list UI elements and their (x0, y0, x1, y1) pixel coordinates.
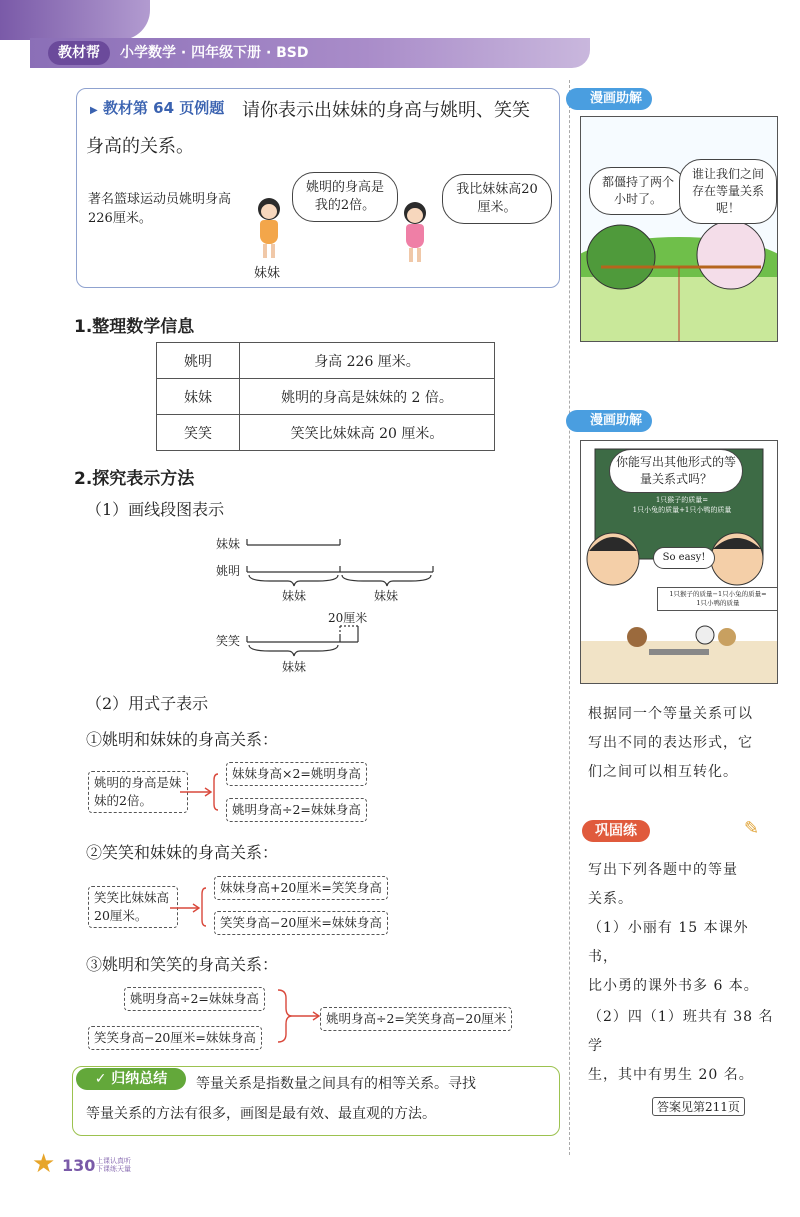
relation2-equation2: 笑笑身高−20厘米=妹妹身高 (214, 911, 388, 935)
xiaoxiao-figure (398, 202, 432, 264)
table-row (157, 343, 495, 379)
header-band (30, 38, 590, 68)
practice-line: 生，其中有男生 20 名。 (588, 1067, 754, 1083)
relation2-equation1: 妹妹身高+20厘米=笑笑身高 (214, 876, 388, 900)
diagram-brace-label-1: 妹妹 (282, 589, 307, 603)
comic1-tag (566, 88, 652, 110)
table-row (157, 415, 495, 451)
summary-line1: 等量关系是指数量之间具有的相等关系。寻找 (196, 1076, 476, 1092)
comic1-bubble-left: 都僵持了两个小时了。 (589, 167, 687, 215)
footer-slogan-line1: 上课认真听 (96, 1157, 131, 1165)
relation1-equation2: 姚明身高÷2=妹妹身高 (226, 798, 367, 822)
comic2-panel (580, 440, 778, 684)
subsection1-title: （1）画线段图表示 (86, 500, 225, 519)
summary-line2: 等量关系的方法有很多，画图是最有效、最直观的方法。 (86, 1106, 436, 1122)
relation1-arrow (180, 762, 228, 822)
book-title: 小学数学 · 四年级下册 · BSD (120, 45, 309, 61)
header-corner-decoration (0, 0, 150, 40)
table-cell-name: 妹妹 (157, 379, 240, 415)
comic2-card-line1: 1只猴子的质量−1只小兔的质量= (669, 590, 767, 598)
comic1-illustration (581, 117, 777, 341)
relation1-equation1: 妹妹身高×2=姚明身高 (226, 762, 367, 786)
table-cell-value: 姚明的身高是妹妹的 2 倍。 (240, 379, 495, 415)
relation3-arrow (276, 988, 324, 1044)
comic2-board-line1: 1只猴子的质量= (655, 496, 709, 504)
practice-line: （1）小丽有 15 本课外书， (588, 920, 749, 965)
comic2-bubble: 你能写出其他形式的等量关系式吗？ (609, 449, 743, 493)
meimei-figure (252, 198, 286, 260)
comic2-tag (566, 410, 652, 432)
practice-line: 写出下列各题中的等量 (588, 862, 738, 878)
table-cell-name: 姚明 (157, 343, 240, 379)
comic2-board-text (617, 495, 747, 515)
practice-line: 比小勇的课外书多 6 本。 (588, 978, 759, 994)
sidebar-explanation-line: 们之间可以相互转化。 (588, 764, 738, 780)
relation2-source-text: 笑笑比妹妹高20厘米。 (94, 890, 170, 923)
practice-text (588, 856, 778, 1001)
diagram-label-20cm: 20厘米 (328, 611, 368, 625)
comic2-card-line2: 1只小鸭的质量 (696, 599, 740, 607)
summary-tag-label: 归纳总结 (111, 1071, 168, 1087)
relation3-equation2: 笑笑身高−20厘米=妹妹身高 (88, 1026, 262, 1050)
summary-tag (76, 1068, 186, 1090)
meimei-caption: 妹妹 (254, 266, 281, 281)
section1-title: 1.整理数学信息 (74, 317, 195, 337)
relation1-title: ①姚明和妹妹的身高关系： (86, 730, 279, 749)
example-question-line2: 身高的关系。 (86, 136, 194, 157)
diagram-brace-label-3: 妹妹 (282, 660, 307, 674)
answer-reference: 答案见第211页 (652, 1097, 745, 1116)
page-number: 130 (62, 1156, 96, 1175)
practice-tag: 巩固练 (582, 820, 650, 842)
practice-line: （2）四（1）班共有 38 名学 (588, 1009, 774, 1054)
footer-slogan (96, 1157, 131, 1173)
triangle-icon: ▶ (90, 105, 98, 116)
comic1-bubble-right: 谁让我们之间存在等量关系呢！ (679, 159, 777, 224)
diagram-label-xiaoxiao: 笑笑 (216, 634, 241, 648)
table-cell-value: 笑笑比妹妹高 20 厘米。 (240, 415, 495, 451)
sidebar-explanation-line: 根据同一个等量关系可以 (588, 706, 753, 722)
comic2-card (657, 587, 778, 611)
relation3-equation1: 姚明身高÷2=妹妹身高 (124, 987, 265, 1011)
pencil-icon: ✎ (744, 818, 760, 839)
brand-badge: 教材帮 (48, 41, 110, 65)
table-cell-value: 身高 226 厘米。 (240, 343, 495, 379)
comic2-board-line2: 1只小兔的质量+1只小鸭的质量 (632, 506, 732, 514)
example-tag-label: 教材第 64 页例题 (102, 99, 225, 117)
diagram-label-meimei: 妹妹 (216, 537, 241, 551)
comic2-easy-bubble: So easy! (653, 547, 715, 569)
speech-bubble-xiaoxiao: 我比妹妹高20厘米。 (442, 174, 552, 224)
relation3-result: 姚明身高÷2=笑笑身高−20厘米 (320, 1007, 512, 1031)
section2-title: 2.探究表示方法 (74, 469, 195, 489)
relation1-source (88, 771, 188, 813)
speech-bubble-meimei: 姚明的身高是我的2倍。 (292, 172, 398, 222)
comic1-panel (580, 116, 778, 342)
footer-slogan-line2: 下课练天量 (96, 1165, 131, 1173)
practice-line: 关系。 (588, 891, 633, 907)
subsection2-title: （2）用式子表示 (86, 694, 209, 713)
relation1-source-text: 姚明的身高是妹妹的2倍。 (94, 775, 182, 808)
info-table (156, 342, 495, 451)
diagram-label-yaoming: 姚明 (216, 564, 241, 578)
example-note: 著名篮球运动员姚明身高226厘米。 (88, 192, 232, 226)
table-cell-name: 笑笑 (157, 415, 240, 451)
check-icon: ✓ (94, 1071, 107, 1087)
star-icon: ★ (32, 1149, 56, 1179)
relation2-title: ②笑笑和妹妹的身高关系： (86, 843, 279, 862)
table-row (157, 379, 495, 415)
sidebar-divider (569, 80, 570, 1155)
diagram-brace-label-2: 妹妹 (374, 589, 399, 603)
sidebar-explanation-line: 写出不同的表达形式，它 (588, 735, 753, 751)
comic-tag-label: 漫画助解 (590, 91, 643, 106)
relation2-source (88, 886, 178, 928)
relation2-arrow (170, 876, 216, 936)
practice-text-2 (588, 1003, 778, 1090)
comic-tag-label: 漫画助解 (590, 413, 643, 428)
relation3-title: ③姚明和笑笑的身高关系： (86, 955, 279, 974)
example-question-line1: 请你表示出妹妹的身高与姚明、笑笑 (242, 100, 530, 121)
example-tag (90, 97, 224, 118)
sidebar-explanation (588, 700, 778, 787)
